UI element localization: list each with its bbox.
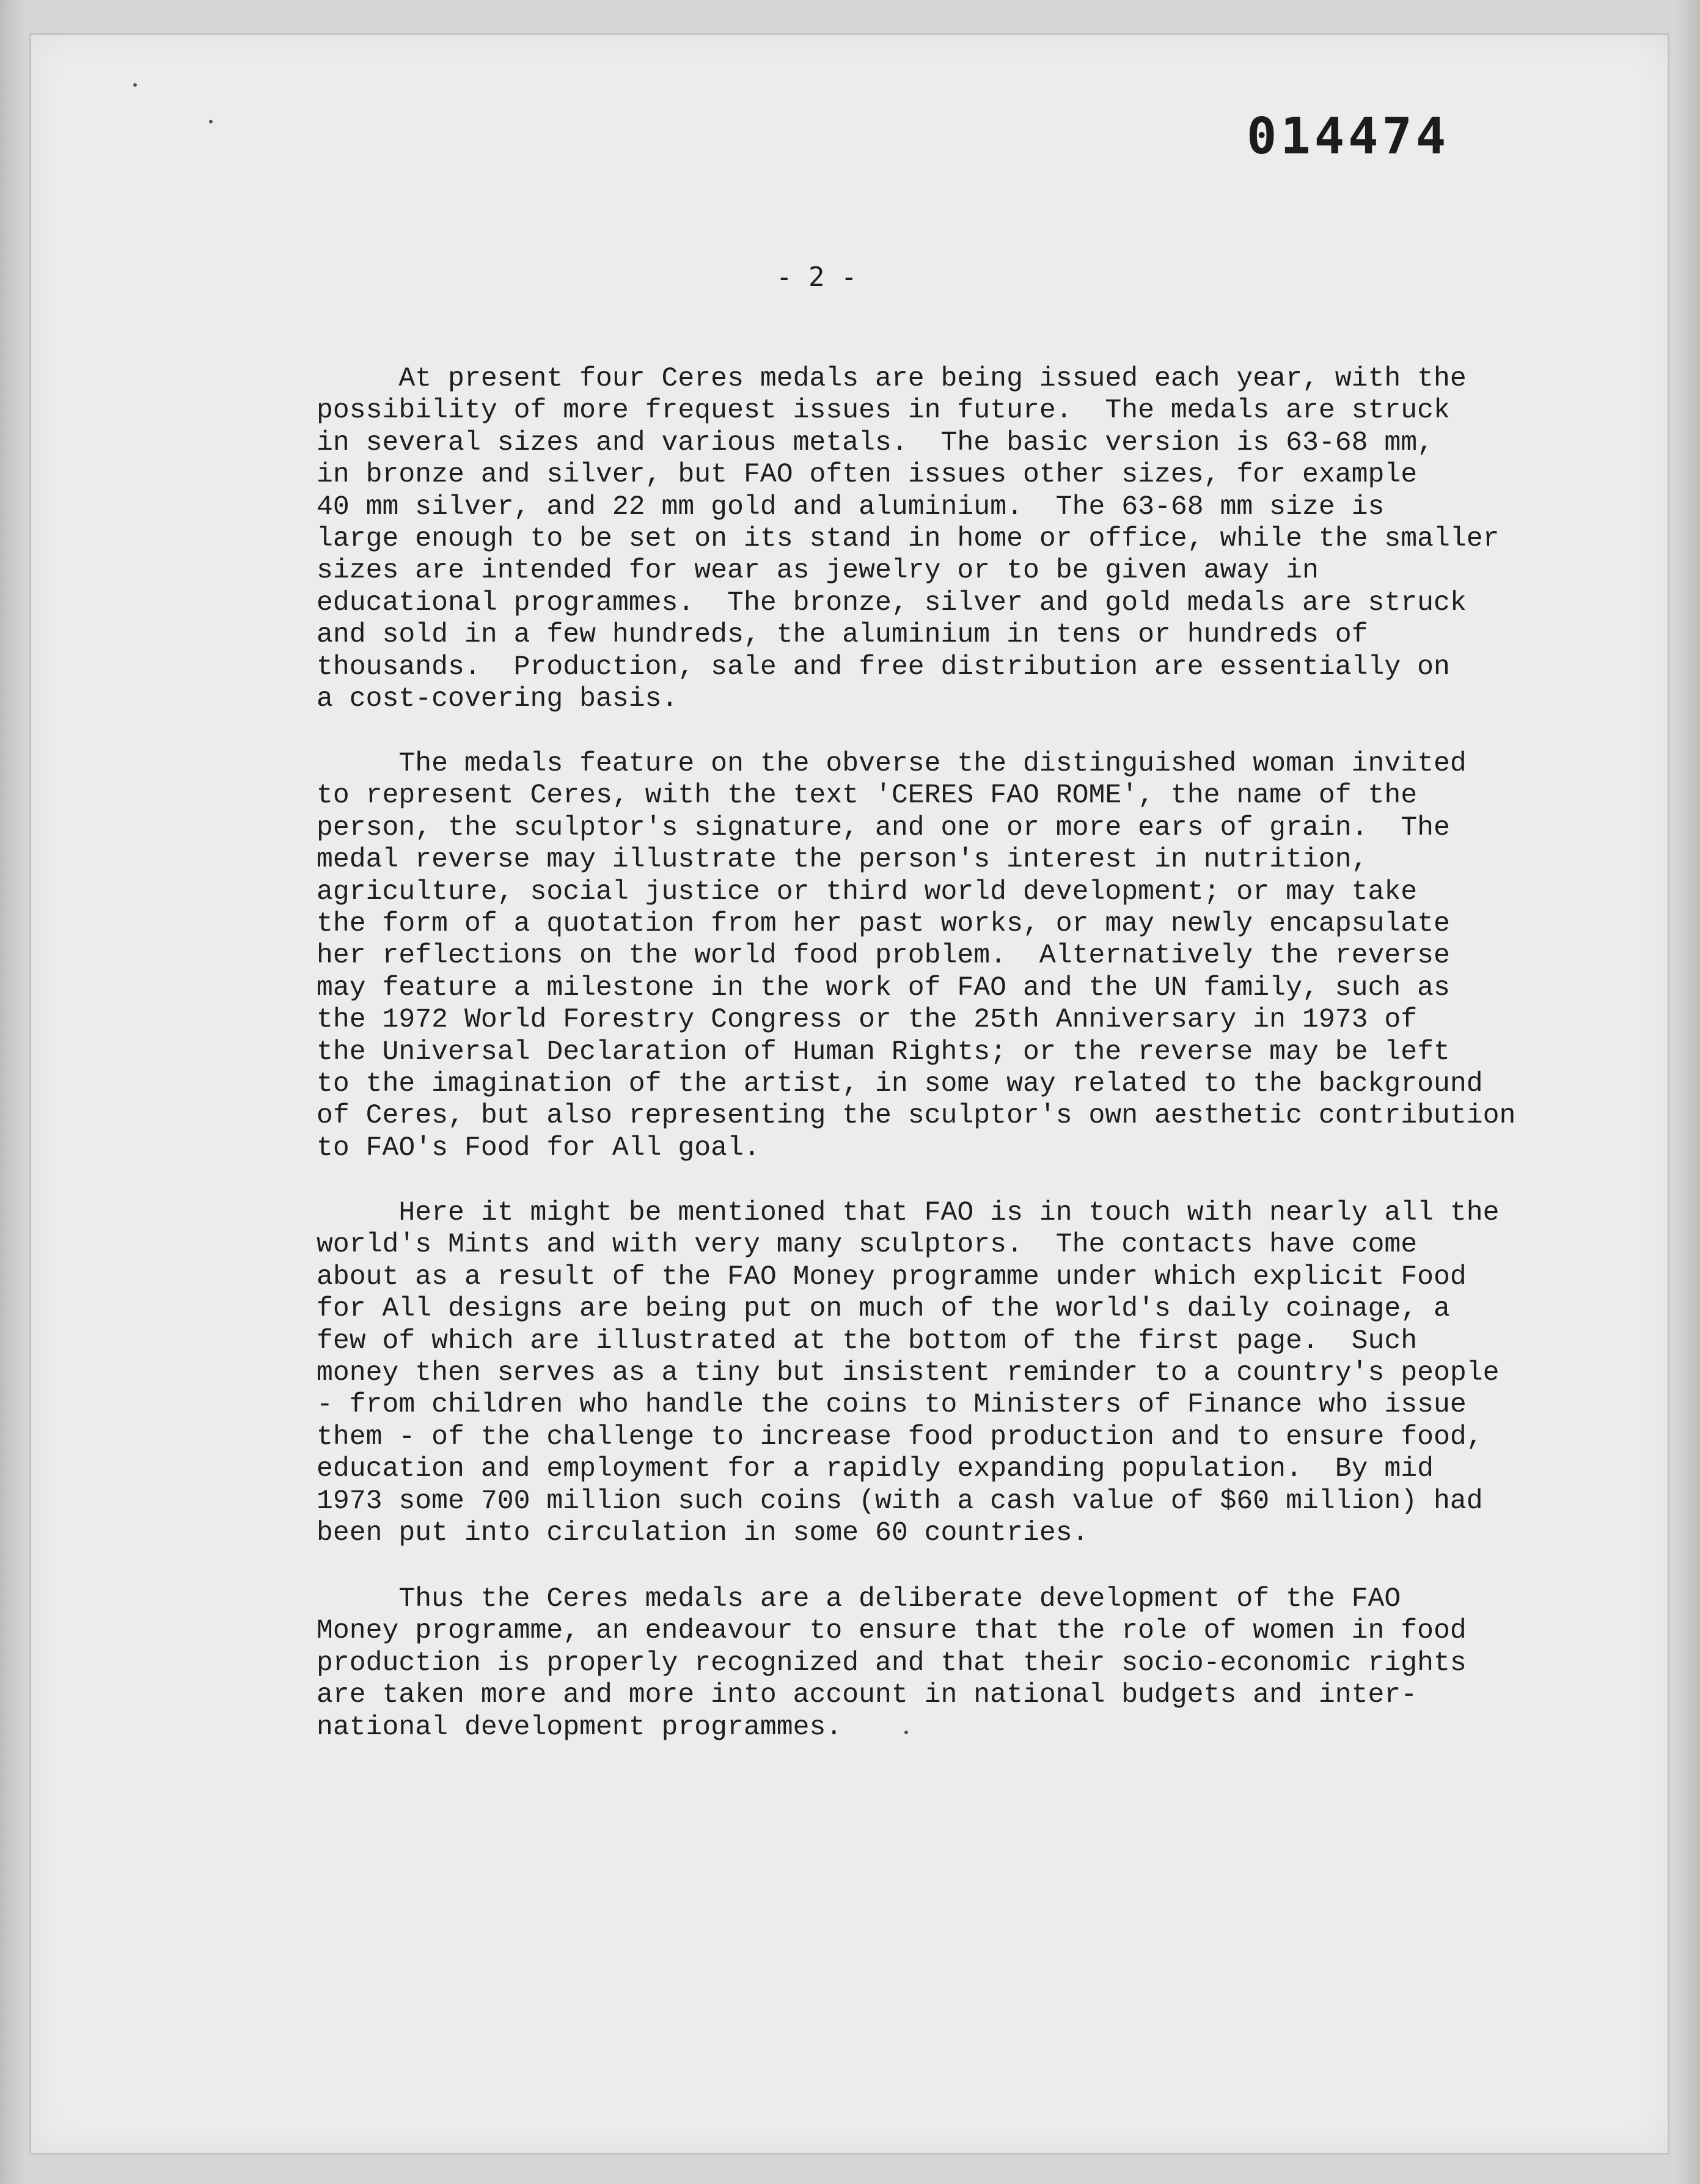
- text-line: thousands. Production, sale and free distribution are essentially on: [317, 651, 1450, 683]
- text-line: production is properly recognized and that their socio-economic rights: [317, 1647, 1467, 1679]
- text-line: to the imagination of the artist, in some way related to the background: [317, 1068, 1483, 1099]
- text-line: and sold in a few hundreds, the aluminium in tens or hundreds of: [317, 620, 1368, 651]
- scan-speck: [904, 1731, 908, 1734]
- text-line: medal reverse may illustrate the person's interest in nutrition,: [317, 845, 1368, 876]
- text-line: about as a result of the FAO Money programme under which explicit Food: [317, 1261, 1467, 1292]
- text-line: sizes are intended for wear as jewelry or to be given away in: [317, 555, 1319, 587]
- text-line: agriculture, social justice or third world development; or may take: [317, 876, 1418, 907]
- scan-speck: [209, 120, 213, 123]
- text-line: for All designs are being put on much of the world's daily coinage, a: [317, 1294, 1450, 1325]
- text-line: to FAO's Food for All goal.: [317, 1132, 760, 1163]
- text-line: a cost-covering basis.: [317, 683, 678, 714]
- text-line: are taken more and more into account in national budgets and inter-: [317, 1680, 1418, 1711]
- text-line: world's Mints and with very many sculptors. The contacts have come: [317, 1229, 1418, 1261]
- text-line: in several sizes and various metals. The basic version is 63-68 mm,: [317, 427, 1434, 458]
- text-line: At present four Ceres medals are being issued each year, with the: [317, 364, 1467, 394]
- paragraph-4: [317, 1583, 1478, 1743]
- text-line: Money programme, an endeavour to ensure that the role of women in food: [317, 1616, 1467, 1647]
- document-number: 014474: [1247, 108, 1450, 166]
- paragraph-1: [317, 363, 1500, 715]
- text-line: The medals feature on the obverse the distinguished woman invited: [317, 749, 1467, 779]
- text-line: - from children who handle the coins to Ministers of Finance who issue: [317, 1390, 1467, 1421]
- text-line: national development programmes.: [317, 1712, 843, 1743]
- text-line: large enough to be set on its stand in home or office, while the smaller: [317, 523, 1500, 554]
- text-line: education and employment for a rapidly expanding population. By mid: [317, 1454, 1434, 1485]
- scan-speck: [133, 83, 137, 87]
- paragraph-3: [317, 1197, 1500, 1549]
- text-line: 40 mm silver, and 22 mm gold and aluminium. The 63-68 mm size is: [317, 491, 1385, 522]
- text-line: may feature a milestone in the work of FAO and the UN family, such as: [317, 972, 1450, 1003]
- text-line: money then serves as a tiny but insistent reminder to a country's people: [317, 1357, 1500, 1388]
- page-number: - 2 -: [776, 262, 857, 293]
- text-line: educational programmes. The bronze, silver and gold medals are struck: [317, 587, 1467, 618]
- text-line: of Ceres, but also representing the sculptor's own aesthetic contribution: [317, 1101, 1516, 1132]
- text-line: been put into circulation in some 60 countries.: [317, 1517, 1089, 1548]
- text-line: the form of a quotation from her past works, or may newly encapsulate: [317, 908, 1450, 939]
- text-line: in bronze and silver, but FAO often issues other sizes, for example: [317, 460, 1418, 491]
- text-line: her reflections on the world food problem. Alternatively the reverse: [317, 940, 1450, 972]
- text-line: person, the sculptor's signature, and one or more ears of grain. The: [317, 812, 1450, 843]
- text-line: Here it might be mentioned that FAO is in touch with nearly all the: [317, 1198, 1500, 1228]
- paragraph-2: [317, 748, 1516, 1164]
- text-line: few of which are illustrated at the bottom of the first page. Such: [317, 1325, 1418, 1357]
- text-line: possibility of more frequest issues in future. The medals are struck: [317, 395, 1450, 427]
- text-line: the 1972 World Forestry Congress or the 25th Anniversary in 1973 of: [317, 1005, 1418, 1036]
- text-line: to represent Ceres, with the text 'CERES FAO ROME', the name of the: [317, 780, 1418, 812]
- text-line: Thus the Ceres medals are a deliberate development of the FAO: [317, 1584, 1401, 1614]
- text-line: them - of the challenge to increase food production and to ensure food,: [317, 1421, 1483, 1453]
- text-line: the Universal Declaration of Human Rights; or the reverse may be left: [317, 1036, 1450, 1068]
- text-line: 1973 some 700 million such coins (with a cash value of $60 million) had: [317, 1486, 1483, 1517]
